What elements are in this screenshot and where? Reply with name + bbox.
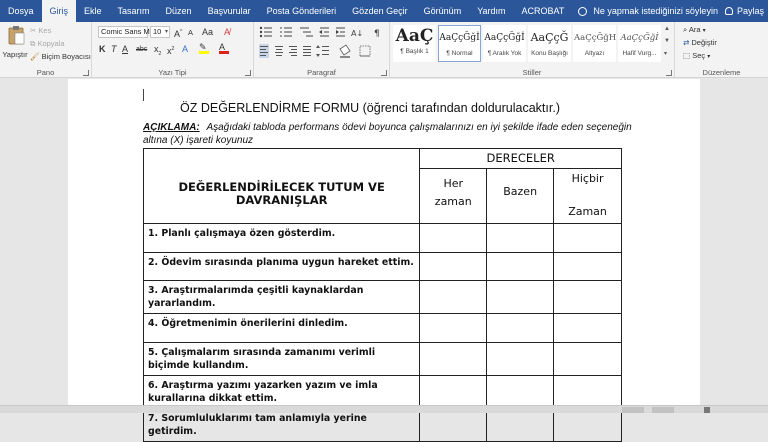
style-title[interactable] xyxy=(528,25,571,62)
style-heading1[interactable] xyxy=(393,25,436,62)
answer-cell[interactable] xyxy=(420,342,487,375)
line-spacing-icon xyxy=(316,45,329,57)
tab-view[interactable]: Görünüm xyxy=(423,6,462,16)
style-sample: AaÇçĞğİ xyxy=(620,33,659,43)
criterion-cell: 3. Araştırmalarımda çeşitli kaynaklardan yararlandım. xyxy=(144,281,420,314)
font-size-value: 10 xyxy=(153,27,162,36)
italic-button[interactable] xyxy=(111,43,117,55)
align-right-icon xyxy=(289,46,297,56)
select-icon: ⬚ xyxy=(683,51,691,60)
style-sample: AaÇçĞ xyxy=(530,31,569,44)
cut-label: Kes xyxy=(38,26,52,35)
font-name-combo[interactable] xyxy=(98,26,148,38)
strikethrough-icon: abc xyxy=(136,46,148,53)
change-case-icon: Aa xyxy=(202,27,214,37)
evaluation-table xyxy=(143,148,622,442)
paste-button[interactable] xyxy=(3,24,29,64)
criterion-cell: 5. Çalışmalarım sırasında zamanımı verimli biçimde kullandım. xyxy=(144,342,420,375)
shrink-font-button[interactable] xyxy=(188,27,193,39)
search-icon: ⌕ xyxy=(683,25,688,34)
font-size-combo[interactable] xyxy=(150,26,170,38)
tab-insert[interactable]: Ekle xyxy=(84,6,102,16)
styles-scroll-up-icon[interactable]: ▲ xyxy=(664,26,670,32)
styles-launcher-icon[interactable] xyxy=(666,70,672,76)
superscript-icon: x xyxy=(167,46,172,56)
answer-cell[interactable] xyxy=(420,314,487,343)
font-group xyxy=(92,22,254,78)
pilcrow-icon: ¶ xyxy=(374,29,380,39)
table-row xyxy=(144,224,622,253)
answer-cell[interactable] xyxy=(487,281,554,314)
text-cursor xyxy=(143,89,144,101)
highlight-button[interactable] xyxy=(199,41,209,54)
font-color-button[interactable] xyxy=(219,41,229,54)
text-effects-icon: A xyxy=(182,44,189,54)
align-left-icon xyxy=(259,44,269,58)
table-main-header: DEĞERLENDİRİLECEK TUTUM VE DAVRANIŞLAR xyxy=(144,149,420,224)
change-case-button[interactable] xyxy=(202,26,213,38)
table-group-header: DERECELER xyxy=(420,149,622,169)
ribbon xyxy=(0,22,768,78)
shrink-font-icon: A xyxy=(188,28,194,37)
underline-icon: A xyxy=(122,44,129,54)
answer-cell[interactable] xyxy=(420,281,487,314)
format-painter-label: Biçim Boyacısı xyxy=(41,52,91,61)
header-sometimes: Bazen xyxy=(487,169,554,224)
borders-icon xyxy=(360,46,370,56)
subscript-icon: x xyxy=(154,44,159,54)
copy-button[interactable] xyxy=(30,39,65,49)
style-name: Hafif Vurg... xyxy=(622,50,657,57)
scissors-icon: ✂ xyxy=(30,26,37,35)
bold-icon: K xyxy=(99,44,106,54)
tab-layout[interactable]: Düzen xyxy=(165,6,192,16)
bullets-icon xyxy=(260,27,272,37)
answer-cell[interactable] xyxy=(420,375,487,408)
paragraph-launcher-icon[interactable] xyxy=(381,70,387,76)
answer-cell[interactable] xyxy=(487,375,554,408)
answer-cell[interactable] xyxy=(420,252,487,281)
table-row xyxy=(144,375,622,408)
clipboard-icon xyxy=(7,25,25,45)
style-normal[interactable] xyxy=(438,25,481,62)
table-row xyxy=(144,342,622,375)
read-mode-icon[interactable] xyxy=(622,407,644,413)
chevron-down-icon: ▾ xyxy=(164,29,168,35)
answer-cell[interactable] xyxy=(487,252,554,281)
paragraph-tools xyxy=(256,25,388,61)
superscript-button[interactable]: $x^2$ xyxy=(167,46,175,56)
replace-button[interactable] xyxy=(683,38,717,47)
header-never-top: Hiçbir xyxy=(571,172,604,185)
explanation-text: Aşağıdaki tabloda performans ödevi boyunca çalışmalarınızı en iyi şekilde ifade eden seçeneğin altına (X) işareti koyunuz xyxy=(143,122,632,146)
header-always: Her zaman xyxy=(420,169,487,224)
paintbrush-icon: 🖌 xyxy=(30,52,40,61)
criterion-cell: 1. Planlı çalışmaya özen gösterdim. xyxy=(144,224,420,253)
tab-home[interactable]: Giriş xyxy=(42,0,77,22)
cut-button[interactable] xyxy=(30,26,51,35)
tab-acrobat[interactable]: ACROBAT xyxy=(521,6,565,16)
replace-icon: ⇄ xyxy=(683,38,690,47)
zoom-slider[interactable] xyxy=(704,407,710,413)
shading-icon xyxy=(340,45,350,58)
editing-group-label: Düzenleme xyxy=(702,68,741,77)
style-name: ¶ Aralık Yok xyxy=(487,50,522,57)
table-row xyxy=(144,252,622,281)
print-layout-icon[interactable] xyxy=(652,407,674,413)
answer-cell[interactable] xyxy=(554,224,622,253)
tab-help[interactable]: Yardım xyxy=(477,6,506,16)
tab-references[interactable]: Başvurular xyxy=(207,6,251,16)
format-painter-button[interactable] xyxy=(30,52,91,61)
clipboard-group-label: Pano xyxy=(36,68,55,77)
criterion-cell: 4. Öğretmenimin önerilerini dinledim. xyxy=(144,314,420,343)
clear-format-button[interactable] xyxy=(224,26,230,38)
clipboard-group xyxy=(0,22,92,78)
select-label: Seç xyxy=(692,51,706,60)
explanation-label: AÇIKLAMA: xyxy=(143,122,200,133)
font-launcher-icon[interactable] xyxy=(245,70,251,76)
styles-group xyxy=(390,22,675,78)
tell-me-text: Ne yapmak istediğinizi söyleyin xyxy=(593,6,718,16)
font-color-icon: A xyxy=(219,42,226,52)
table-row xyxy=(144,314,622,343)
criterion-cell: 2. Ödevim sırasında planıma uygun hareket ettim. xyxy=(144,252,420,281)
answer-cell[interactable] xyxy=(487,314,554,343)
share-button[interactable] xyxy=(725,0,764,22)
tab-review[interactable]: Gözden Geçir xyxy=(352,6,408,16)
paste-label: Yapıştır xyxy=(2,50,28,59)
style-name: ¶ Normal xyxy=(446,50,473,57)
chevron-down-icon: ▾ xyxy=(707,54,711,60)
style-sample: AaÇçĞğİ xyxy=(484,33,525,43)
answer-cell[interactable] xyxy=(420,224,487,253)
style-subtitle[interactable] xyxy=(573,25,616,62)
document-page[interactable] xyxy=(68,79,700,437)
sort-icon: A↓ xyxy=(351,29,364,38)
align-center-icon xyxy=(275,46,283,56)
subscript-button[interactable]: $x_2$ xyxy=(154,44,162,57)
style-name: Konu Başlığı xyxy=(531,50,568,57)
italic-icon: T xyxy=(111,44,117,54)
styles-group-label: Stiller xyxy=(522,68,542,77)
bold-button[interactable] xyxy=(99,43,106,55)
answer-cell[interactable] xyxy=(554,375,622,408)
tab-mailings[interactable]: Posta Gönderileri xyxy=(266,6,337,16)
font-name-value: Comic Sans M xyxy=(101,27,150,36)
grow-font-button[interactable]: A^ xyxy=(174,29,183,39)
table-row xyxy=(144,281,622,314)
criterion-cell: 7. Sorumluluklarımı tam anlamıyla yerine getirdim. xyxy=(144,408,420,441)
paragraph-group-label: Paragraf xyxy=(307,68,336,77)
numbering-icon xyxy=(280,28,292,37)
eraser-icon: A̸ xyxy=(224,27,231,37)
paragraph-group xyxy=(254,22,390,78)
criterion-cell: 6. Araştırma yazımı yazarken yazım ve imla kurallarına dikkat ettim. xyxy=(144,375,420,408)
lightbulb-icon xyxy=(578,7,587,16)
editing-group xyxy=(675,22,768,78)
header-never xyxy=(554,169,622,224)
style-sample: AaÇ xyxy=(395,26,434,46)
find-label: Ara xyxy=(688,25,701,34)
document-title: ÖZ DEĞERLENDİRME FORMU (öğrenci tarafından doldurulacaktır.) xyxy=(180,101,560,115)
header-never-bottom: Zaman xyxy=(568,205,607,218)
style-name: ¶ Başlık 1 xyxy=(400,48,429,55)
answer-cell[interactable] xyxy=(554,281,622,314)
underline-button[interactable] xyxy=(122,43,128,55)
tab-design[interactable]: Tasarım xyxy=(117,6,150,16)
text-effects-button[interactable] xyxy=(182,43,188,55)
document-area[interactable] xyxy=(0,79,768,437)
multilevel-list-icon xyxy=(300,28,313,37)
status-bar xyxy=(0,405,768,413)
chevron-down-icon: ▾ xyxy=(702,28,706,34)
answer-cell[interactable] xyxy=(487,342,554,375)
strikethrough-button[interactable] xyxy=(136,44,147,56)
style-sample: AaÇçĞğİ xyxy=(439,33,480,43)
style-name: Altyazı xyxy=(584,50,605,57)
copy-label: Kopyala xyxy=(37,39,65,48)
tab-file[interactable]: Dosya xyxy=(8,6,34,16)
answer-cell[interactable] xyxy=(554,314,622,343)
decrease-indent-icon xyxy=(319,28,329,37)
tell-me-box[interactable] xyxy=(578,6,718,16)
grow-font-icon: A xyxy=(174,29,181,39)
find-button[interactable] xyxy=(683,25,706,35)
select-button[interactable] xyxy=(683,51,710,60)
answer-cell[interactable] xyxy=(487,224,554,253)
share-label: Paylaş xyxy=(736,6,764,16)
justify-icon xyxy=(303,46,311,56)
answer-cell[interactable] xyxy=(554,342,622,375)
ribbon-tab-bar xyxy=(0,0,768,22)
person-icon xyxy=(725,7,733,15)
font-group-label: Yazı Tipi xyxy=(158,68,187,77)
copy-icon: ⧉ xyxy=(30,39,36,48)
replace-label: Değiştir xyxy=(691,38,717,47)
style-sample: AaÇçĞğH xyxy=(574,33,617,43)
styles-more-icon[interactable]: ▾ xyxy=(664,51,668,57)
style-no-spacing[interactable] xyxy=(483,25,526,62)
increase-indent-icon xyxy=(336,28,345,37)
answer-cell[interactable] xyxy=(554,252,622,281)
explanation xyxy=(143,121,633,147)
styles-scroll-down-icon[interactable]: ▼ xyxy=(664,38,670,44)
style-subtle-emphasis[interactable] xyxy=(618,25,661,62)
highlighter-icon: ✎ xyxy=(199,42,207,52)
clipboard-launcher-icon[interactable] xyxy=(83,70,89,76)
